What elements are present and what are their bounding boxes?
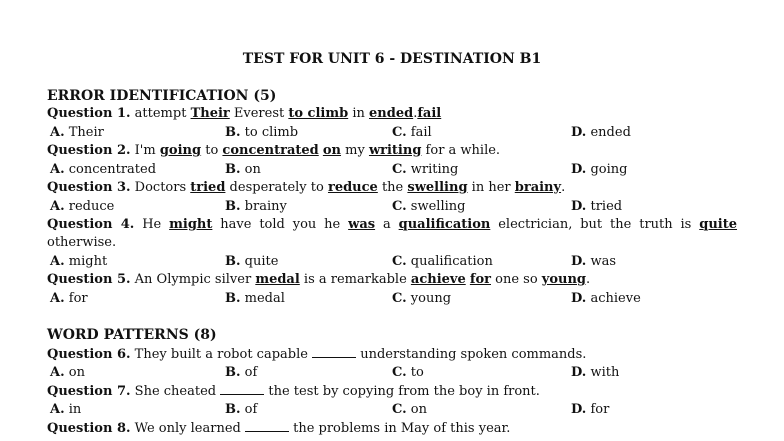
- underlined-word: on: [322, 143, 342, 158]
- q2-option-b[interactable]: B. on: [225, 162, 261, 177]
- underlined-word: swelling: [407, 180, 468, 195]
- underlined-word: to climb: [288, 106, 349, 121]
- q4-option-d[interactable]: D. was: [571, 254, 617, 269]
- question-5: Question 5. An Olympic silver medal is a remarkable achieve for one so young.: [47, 272, 591, 287]
- question-number: Question 6.: [47, 347, 131, 362]
- q2-option-d[interactable]: D. going: [571, 162, 628, 177]
- underlined-word: reduce: [327, 180, 378, 195]
- question-number: Question 4.: [47, 217, 135, 232]
- answer-blank[interactable]: [220, 383, 264, 395]
- q2-option-a[interactable]: A. concentrated: [50, 162, 157, 177]
- q5-option-c[interactable]: C. young: [392, 291, 452, 306]
- q3-option-b[interactable]: B. brainy: [225, 199, 287, 214]
- question-8: Question 8. We only learned the problems in May of this year.: [47, 421, 511, 436]
- q7-option-c[interactable]: C. on: [392, 402, 427, 417]
- q4-option-a[interactable]: A. might: [50, 254, 108, 269]
- underlined-word: young: [541, 272, 587, 287]
- section-heading-error-identification: ERROR IDENTIFICATION (5): [47, 88, 277, 104]
- question-number: Question 2.: [47, 143, 131, 158]
- question-1: Question 1. attempt Their Everest to climb in ended.fail: [47, 106, 442, 121]
- underlined-word: tried: [190, 180, 226, 195]
- underlined-word: for: [469, 272, 491, 287]
- underlined-word: fail: [417, 106, 442, 121]
- q4-option-b[interactable]: B. quite: [225, 254, 279, 269]
- question-6: Question 6. They built a robot capable understanding spoken commands.: [47, 347, 587, 362]
- underlined-word: brainy: [514, 180, 562, 195]
- q1-option-d[interactable]: D. ended: [571, 125, 631, 140]
- q1-option-a[interactable]: A. Their: [50, 125, 104, 140]
- underlined-word: going: [159, 143, 202, 158]
- underlined-word: medal: [255, 272, 300, 287]
- q5-option-b[interactable]: B. medal: [225, 291, 285, 306]
- q7-option-d[interactable]: D. for: [571, 402, 610, 417]
- underlined-word: writing: [368, 143, 422, 158]
- page-title: TEST FOR UNIT 6 - DESTINATION B1: [242, 51, 542, 67]
- question-number: Question 8.: [47, 421, 131, 436]
- answer-blank[interactable]: [245, 420, 289, 432]
- underlined-word: achieve: [410, 272, 466, 287]
- underlined-word: ended: [369, 106, 414, 121]
- q1-option-c[interactable]: C. fail: [392, 125, 432, 140]
- q2-option-c[interactable]: C. writing: [392, 162, 459, 177]
- underlined-word: concentrated: [222, 143, 319, 158]
- q1-option-b[interactable]: B. to climb: [225, 125, 299, 140]
- question-number: Question 7.: [47, 384, 131, 399]
- q3-option-c[interactable]: C. swelling: [392, 199, 466, 214]
- q6-option-d[interactable]: D. with: [571, 365, 620, 380]
- question-number: Question 3.: [47, 180, 131, 195]
- underlined-word: was: [348, 217, 376, 232]
- q5-option-a[interactable]: A. for: [50, 291, 88, 306]
- q7-option-a[interactable]: A. in: [50, 402, 82, 417]
- q7-option-b[interactable]: B. of: [225, 402, 258, 417]
- question-4: Question 4. He might have told you he was a qualification electrician, but the truth is quite: [47, 217, 738, 232]
- q6-option-a[interactable]: A. on: [50, 365, 85, 380]
- q6-option-c[interactable]: C. to: [392, 365, 424, 380]
- q6-option-b[interactable]: B. of: [225, 365, 258, 380]
- underlined-word: Their: [190, 106, 230, 121]
- q5-option-d[interactable]: D. achieve: [571, 291, 641, 306]
- underlined-word: qualification: [398, 217, 491, 232]
- question-3: Question 3. Doctors tried desperately to reduce the swelling in her brainy.: [47, 180, 566, 195]
- section-heading-word-patterns: WORD PATTERNS (8): [47, 327, 217, 343]
- underlined-word: might: [169, 217, 213, 232]
- question-2: Question 2. I'm going to concentrated on my writing for a while.: [47, 143, 501, 158]
- question-4-continuation: otherwise.: [47, 235, 117, 250]
- answer-blank[interactable]: [312, 346, 356, 358]
- question-7: Question 7. She cheated the test by copying from the boy in front.: [47, 384, 540, 399]
- underlined-word: quite: [699, 217, 738, 232]
- q4-option-c[interactable]: C. qualification: [392, 254, 493, 269]
- q3-option-a[interactable]: A. reduce: [50, 199, 115, 214]
- q3-option-d[interactable]: D. tried: [571, 199, 623, 214]
- question-number: Question 5.: [47, 272, 131, 287]
- question-number: Question 1.: [47, 106, 131, 121]
